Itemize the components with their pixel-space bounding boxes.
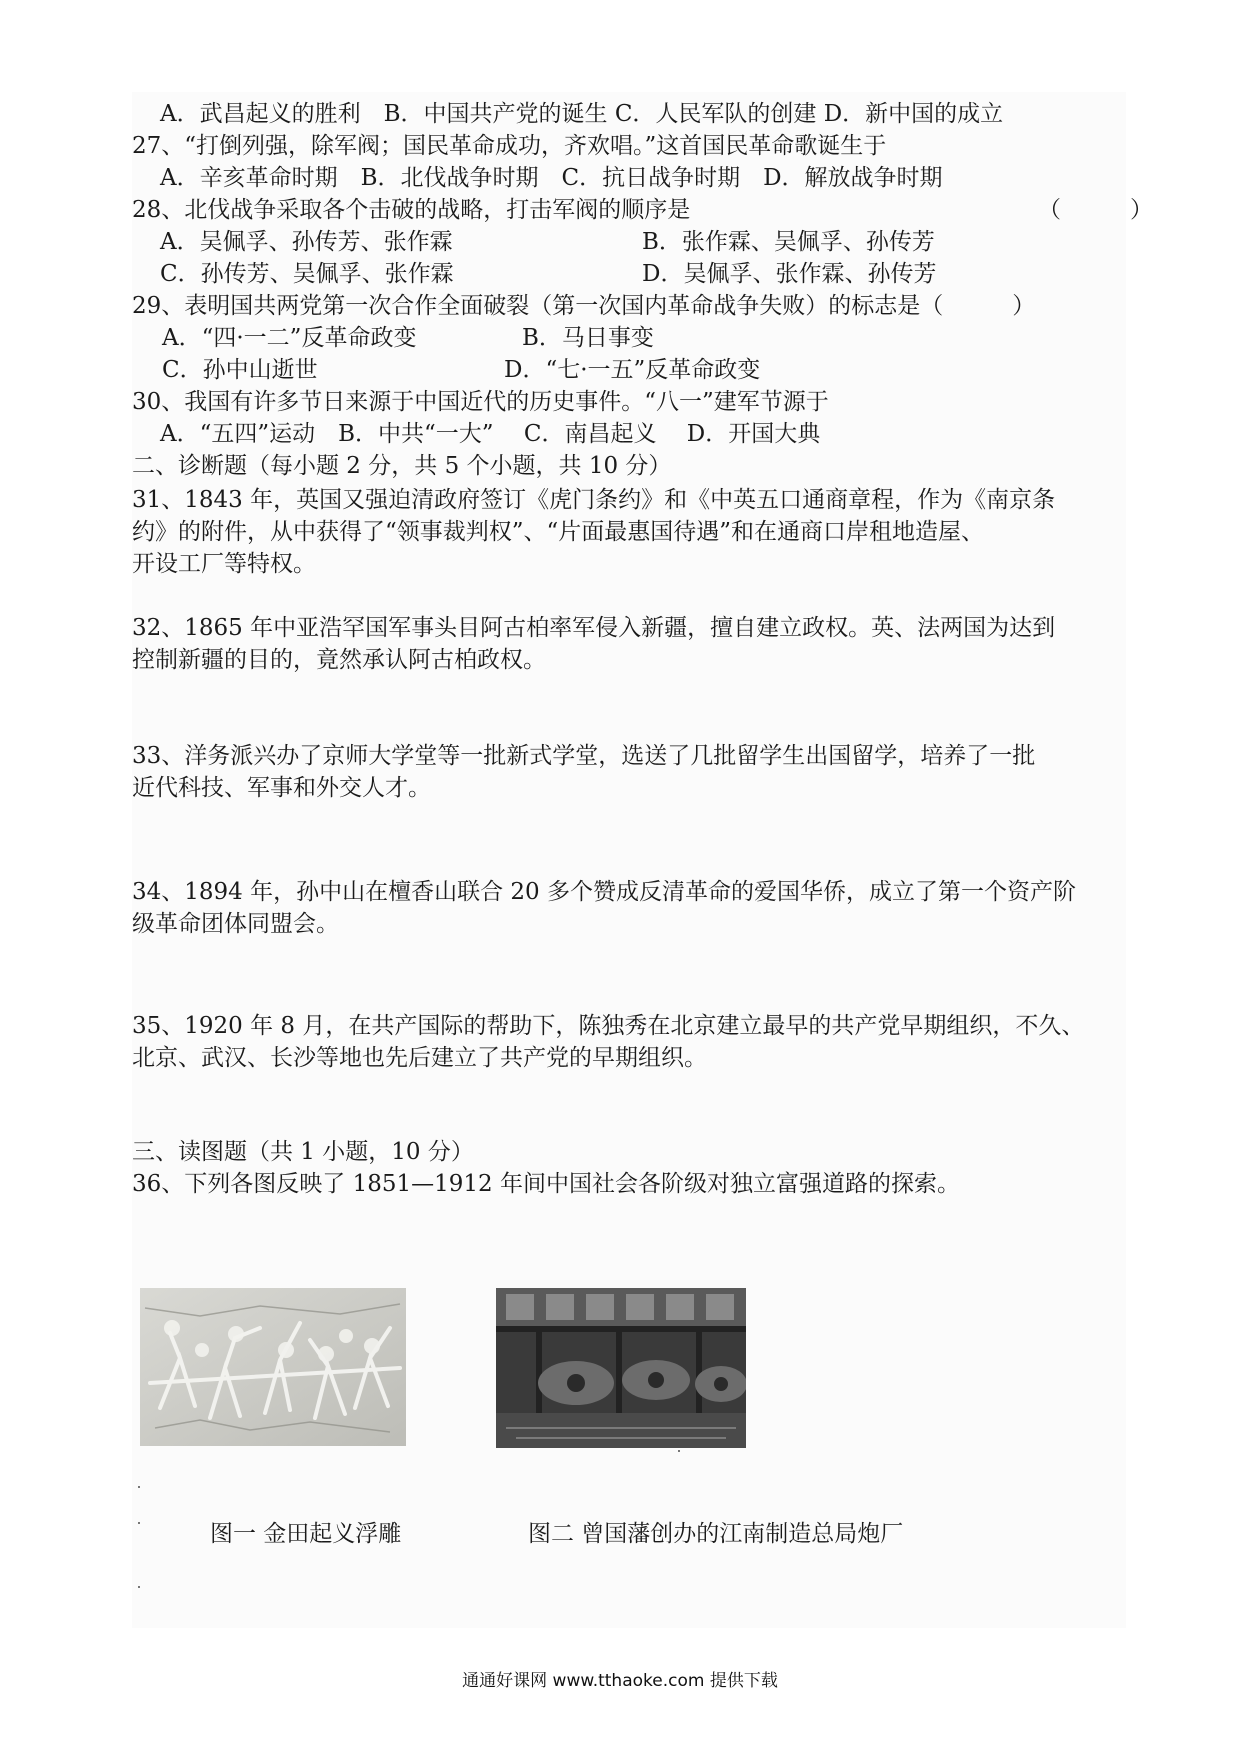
- exam-sheet: [132, 92, 1153, 1628]
- q35-line-1: 35、1920 年 8 月，在共产国际的帮助下，陈独秀在北京建立最早的共产党早期组织，不久、: [132, 1013, 1085, 1039]
- q28-option-c: C．孙传芳、吴佩孚、张作霖: [160, 261, 454, 287]
- q31-line-2: 约》的附件，从中获得了“领事裁判权”、“片面最惠国待遇”和在通商口岸租地造屋、: [132, 519, 985, 545]
- figure-2-caption: 图二 曾国藩创办的江南制造总局炮厂: [528, 1521, 904, 1547]
- section-2-heading: 二、诊断题（每小题 2 分，共 5 个小题，共 10 分）: [132, 453, 672, 479]
- q29-option-b: B．马日事变: [522, 325, 654, 351]
- q29-option-d: D．“七·一五”反革命政变: [504, 357, 761, 383]
- factory-photo-drawing: [496, 1288, 746, 1448]
- scan-speck: [138, 1486, 140, 1488]
- q35-line-2: 北京、武汉、长沙等地也先后建立了共产党的早期组织。: [132, 1045, 707, 1071]
- q28-option-a: A．吴佩孚、孙传芳、张作霖: [160, 229, 453, 255]
- q34-line-2: 级革命团体同盟会。: [132, 911, 339, 937]
- q34-line-1: 34、1894 年，孙中山在檀香山联合 20 多个赞成反清革命的爱国华侨，成立了第一个资产阶: [132, 879, 1076, 905]
- factory-photo-image: [496, 1288, 746, 1448]
- scan-speck: [138, 1586, 140, 1588]
- scan-speck: [678, 1450, 680, 1452]
- q33-line-1: 33、洋务派兴办了京师大学堂等一批新式学堂，选送了几批留学生出国留学，培养了一批: [132, 743, 1036, 769]
- q29-stem: 29、表明国共两党第一次合作全面破裂（第一次国内革命战争失败）的标志是（ ）: [132, 293, 1036, 319]
- q29-option-a: A．“四·一二”反革命政变: [162, 325, 417, 351]
- q28-option-b: B．张作霖、吴佩孚、孙传芳: [642, 229, 935, 255]
- q27-options: A．辛亥革命时期 B．北伐战争时期 C．抗日战争时期 D．解放战争时期: [160, 165, 943, 191]
- scan-speck: [138, 1522, 140, 1524]
- q36-stem: 36、下列各图反映了 1851—1912 年间中国社会各阶级对独立富强道路的探索。: [132, 1171, 960, 1197]
- q27-stem: 27、“打倒列强，除军阀；国民革命成功，齐欢唱。”这首国民革命歌诞生于: [132, 133, 887, 159]
- q32-line-2: 控制新疆的目的，竟然承认阿古柏政权。: [132, 647, 546, 673]
- q32-line-1: 32、1865 年中亚浩罕国军事头目阿古柏率军侵入新疆，擅自建立政权。英、法两国为达到: [132, 615, 1056, 641]
- q28-stem: 28、北伐战争采取各个击破的战略，打击军阀的顺序是: [132, 197, 691, 223]
- q30-stem: 30、我国有许多节日来源于中国近代的历史事件。“八一”建军节源于: [132, 389, 829, 415]
- figure-1-caption: 图一 金田起义浮雕: [210, 1521, 402, 1547]
- q31-line-3: 开设工厂等特权。: [132, 551, 316, 577]
- q28-answer-bracket: （ ）: [1038, 197, 1153, 223]
- page-footer: 通通好课网 www.tthaoke.com 提供下载: [462, 1671, 778, 1691]
- q33-line-2: 近代科技、军事和外交人才。: [132, 775, 431, 801]
- q30-options: A．“五四”运动 B．中共“一大” C．南昌起义 D．开国大典: [160, 421, 821, 447]
- relief-sculpture-drawing: [140, 1288, 406, 1446]
- section-3-heading: 三、读图题（共 1 小题，10 分）: [132, 1139, 474, 1165]
- q28-option-d: D．吴佩孚、张作霖、孙传芳: [642, 261, 937, 287]
- q26-options: A．武昌起义的胜利 B．中国共产党的诞生 C．人民军队的创建 D．新中国的成立: [160, 101, 1004, 127]
- relief-sculpture-image: [140, 1288, 406, 1446]
- q31-line-1: 31、1843 年，英国又强迫清政府签订《虎门条约》和《中英五口通商章程，作为《南京条: [132, 487, 1056, 513]
- q29-option-c: C．孙中山逝世: [162, 357, 318, 383]
